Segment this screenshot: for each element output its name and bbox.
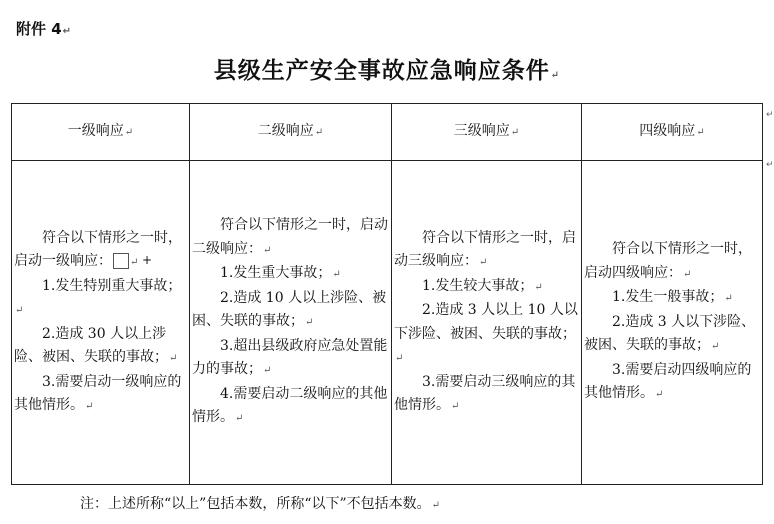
paragraph-mark-icon: ↵ [130, 257, 139, 268]
paragraph-mark-icon: ↵ [724, 293, 733, 305]
paragraph-mark-icon: ↵ [395, 353, 404, 364]
paragraph-mark-icon: ↵ [124, 126, 134, 138]
header-cell-level-3: 三级响应↵ [392, 104, 582, 161]
intro-text: 符合以下情形之一时，启动四级响应：↵ [584, 241, 752, 281]
paragraph-mark-icon: ↵ [431, 500, 441, 511]
list-item: 1.发生重大事故；↵ [220, 265, 341, 282]
table-header-row [12, 104, 763, 161]
paragraph-mark-icon: ↵ [711, 341, 720, 353]
paragraph-mark-icon: ↵ [305, 317, 314, 329]
paragraph-mark-icon: ↵ [62, 26, 72, 37]
list-item: 2.造成 30 人以上涉险、被困、失联的事故；↵ [14, 325, 178, 365]
paragraph-mark-icon: ↵ [534, 281, 543, 293]
header-cell-level-1: 一级响应↵ [12, 104, 190, 161]
row-end-mark-icon: ↵ [766, 160, 774, 170]
intro-text: 符合以下情形之一时，启动三级响应：↵ [394, 229, 576, 269]
list-item: 1.发生特别重大事故；↵ [15, 277, 182, 316]
paragraph-mark-icon: ↵ [451, 401, 460, 412]
paragraph-mark-icon: ↵ [263, 365, 272, 377]
conditions-cell-level-1 [12, 161, 190, 485]
list-item: 3.需要启动一级响应的其他情形。↵ [14, 373, 182, 413]
paragraph-mark-icon: ↵ [169, 353, 178, 364]
paragraph-mark-icon: ↵ [263, 244, 272, 256]
document-title: 县级生产安全事故应急响应条件↵ [213, 57, 561, 84]
paragraph-mark-icon: ↵ [85, 401, 94, 412]
list-item: 2.造成 3 人以下涉险、被困、失联的事故；↵ [584, 313, 756, 354]
response-conditions-table [11, 103, 763, 485]
header-cell-level-4: 四级响应↵ [582, 104, 763, 161]
footnote: 注：上述所称“以上”包括本数，所称“以下”不包括本数。↵ [80, 496, 441, 512]
list-item: 4.需要启动二级响应的其他情形。↵ [192, 385, 388, 426]
conditions-cell-level-2 [190, 161, 392, 485]
list-item: 1.发生一般事故；↵ [612, 289, 733, 306]
table-body-row [12, 161, 763, 485]
list-item: 2.造成 10 人以上涉险、被困、失联的事故；↵ [192, 289, 387, 330]
paragraph-mark-icon: ↵ [332, 269, 341, 281]
paragraph-mark-icon: ↵ [314, 126, 324, 138]
paragraph-mark-icon: ↵ [655, 389, 664, 401]
paragraph-mark-icon: ↵ [510, 126, 520, 138]
list-item: 2.造成 3 人以上 10 人以下涉险、被困、失联的事故；↵ [394, 302, 578, 364]
attachment-label: 附件 4↵ [16, 20, 72, 38]
intro-text: 符合以下情形之一时，启动二级响应：↵ [192, 217, 388, 257]
list-item: 3.超出县级政府应急处置能力的事故；↵ [192, 337, 388, 378]
table-add-icon[interactable]: + [113, 253, 129, 269]
paragraph-mark-icon: ↵ [479, 257, 488, 268]
paragraph-mark-icon: ↵ [550, 70, 561, 81]
list-item: 1.发生较大事故；↵ [422, 277, 543, 294]
header-cell-level-2: 二级响应↵ [190, 104, 392, 161]
paragraph-mark-icon: ↵ [683, 268, 692, 280]
paragraph-mark-icon: ↵ [696, 126, 705, 138]
conditions-cell-level-3 [392, 161, 582, 485]
row-end-mark-icon: ↵ [766, 110, 774, 120]
paragraph-mark-icon: ↵ [15, 305, 24, 316]
list-item: 3.需要启动四级响应的其他情形。↵ [584, 361, 752, 402]
intro-text: 符合以下情形之一时，启动一级响应： +↵ [14, 229, 182, 269]
list-item: 3.需要启动三级响应的其他情形。↵ [394, 373, 576, 413]
paragraph-mark-icon: ↵ [235, 413, 244, 425]
conditions-cell-level-4 [582, 161, 763, 485]
